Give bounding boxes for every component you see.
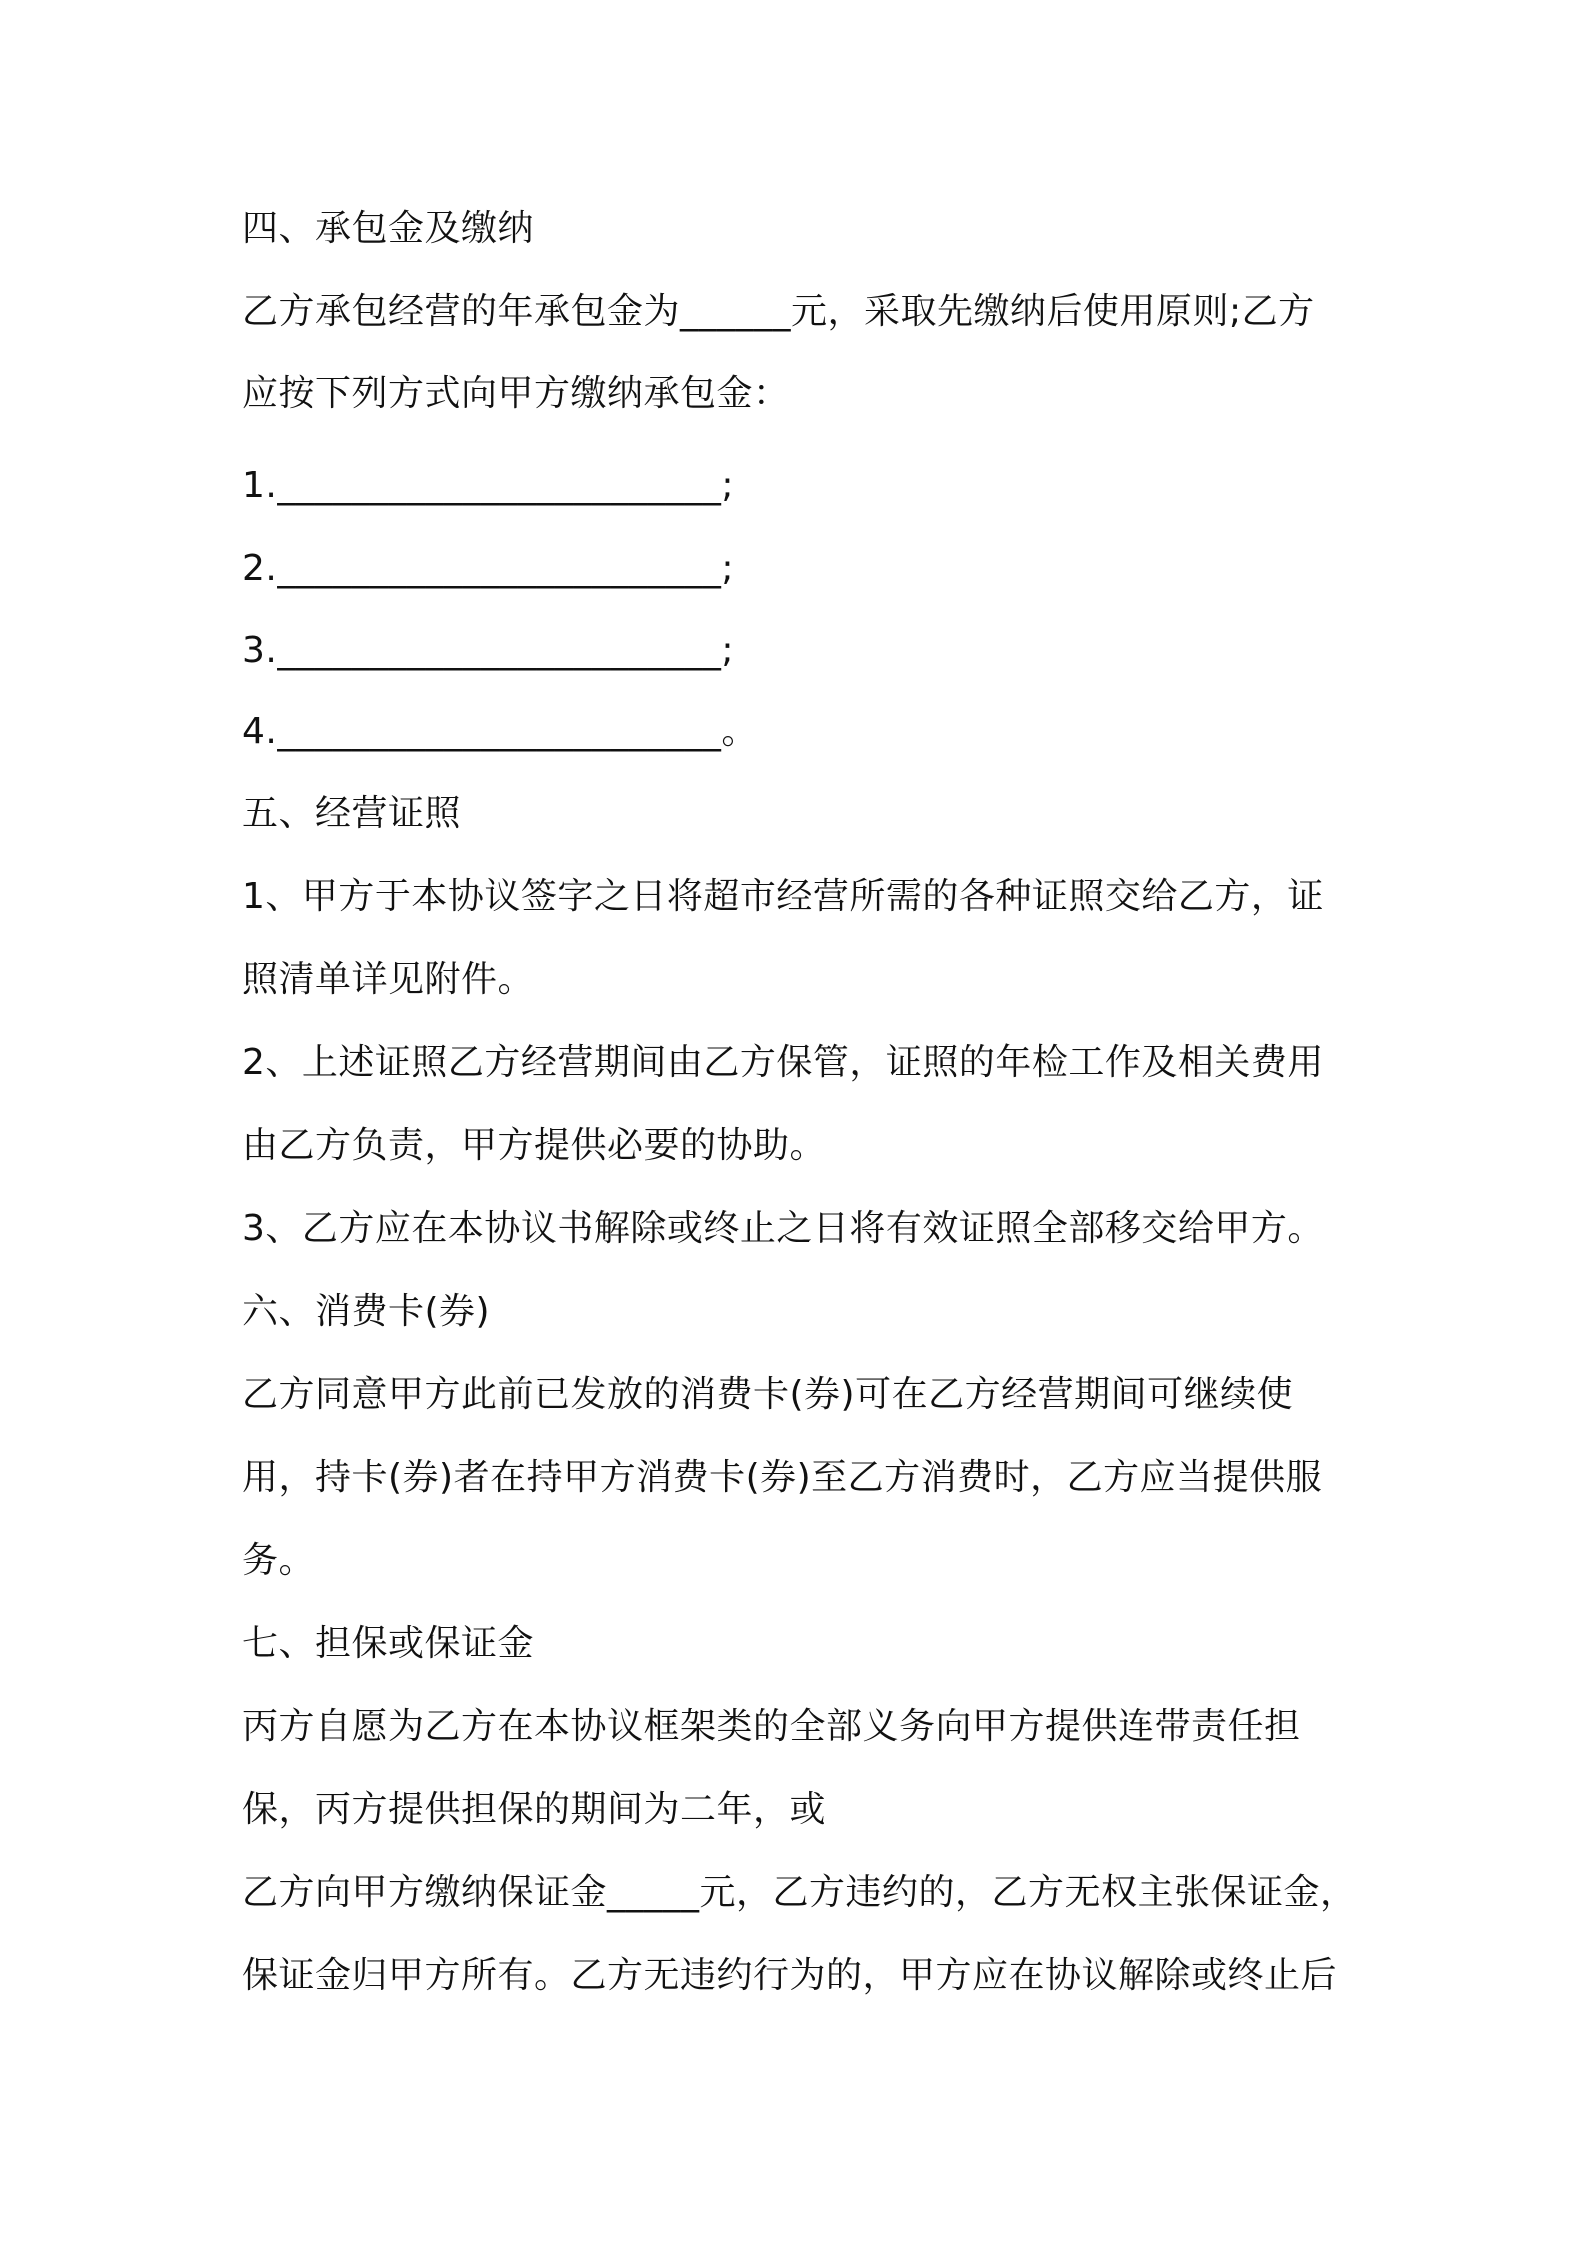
- paragraph-line: 保证金归甲方所有。乙方无违约行为的，甲方应在协议解除或终止后: [242, 1955, 1338, 1996]
- paragraph-line: 3、乙方应在本协议书解除或终止之日将有效证照全部移交给甲方。: [242, 1208, 1324, 1249]
- paragraph-line: 乙方向甲方缴纳保证金_____元，乙方违约的，乙方无权主张保证金，: [242, 1872, 1357, 1913]
- paragraph-line: 务。: [242, 1540, 316, 1581]
- paragraph-line: 照清单详见附件。: [242, 959, 535, 1000]
- paragraph-line: 1、甲方于本协议签字之日将超市经营所需的各种证照交给乙方，证: [242, 876, 1324, 917]
- paragraph-line: 用，持卡(券)者在持甲方消费卡(券)至乙方消费时，乙方应当提供服: [242, 1457, 1323, 1498]
- section-heading-5: 五、经营证照: [242, 793, 462, 834]
- paragraph-line: 乙方同意甲方此前已发放的消费卡(券)可在乙方经营期间可继续使: [242, 1374, 1294, 1415]
- list-item: 4.________________________。: [242, 711, 758, 752]
- section-heading-6: 六、消费卡(券): [242, 1291, 491, 1332]
- section-heading-7: 七、担保或保证金: [242, 1623, 535, 1664]
- paragraph-line: 丙方自愿为乙方在本协议框架类的全部义务向甲方提供连带责任担: [242, 1706, 1301, 1747]
- section-heading-4: 四、承包金及缴纳: [242, 208, 535, 249]
- paragraph-line: 保，丙方提供担保的期间为二年，或: [242, 1789, 827, 1830]
- paragraph-line: 2、上述证照乙方经营期间由乙方保管，证照的年检工作及相关费用: [242, 1042, 1324, 1083]
- list-item: 3.________________________;: [242, 630, 734, 671]
- paragraph-line: 应按下列方式向甲方缴纳承包金：: [242, 373, 790, 414]
- list-item: 1.________________________;: [242, 465, 734, 506]
- paragraph-line: 由乙方负责，甲方提供必要的协助。: [242, 1125, 827, 1166]
- list-item: 2.________________________;: [242, 548, 734, 589]
- paragraph-line: 乙方承包经营的年承包金为______元，采取先缴纳后使用原则;乙方: [242, 291, 1315, 332]
